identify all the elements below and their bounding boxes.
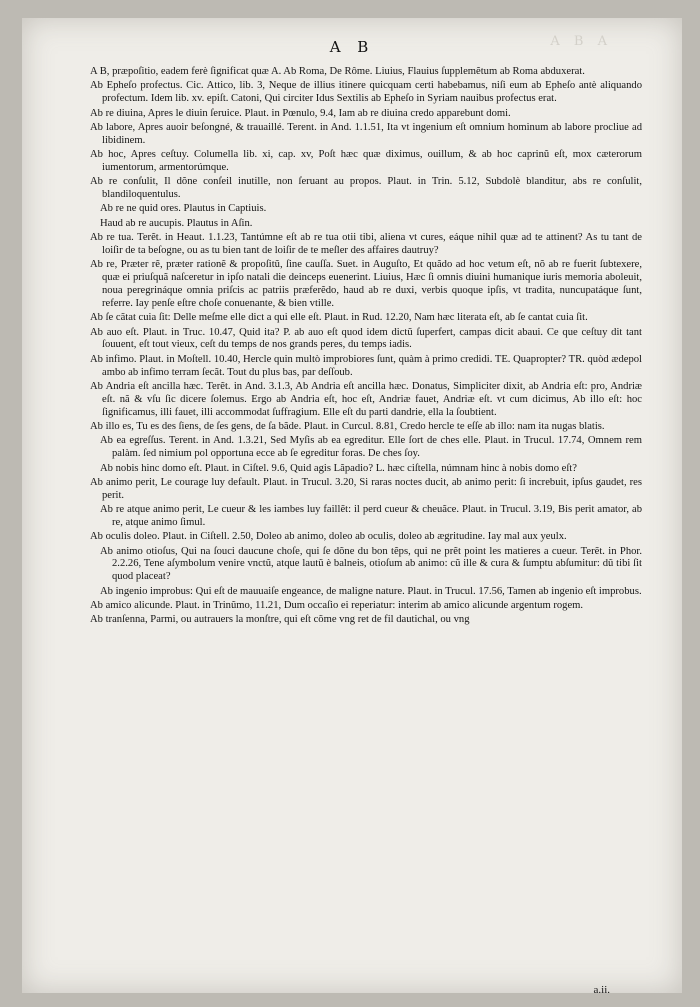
dictionary-entry: Ab animo perit, Le courage luy default. Plaut. in Trucul. 3.20, Si raras noctes ducit, ab animo perit: ſi increbuit, ipſus gaudet, res perit. xyxy=(90,476,642,501)
catchword: a.ii. xyxy=(593,984,610,996)
dictionary-entry: Ab auo eſt. Plaut. in Truc. 10.47, Quid ita? P. ab auo eſt quod idem dictũ ſuperfert, campas dicit abaui. Ce que ceſtuy dit tant ſouuent, eſt tout vieux, ceſt du temps de nos grands peres, du temps iadis. xyxy=(90,326,642,351)
dictionary-entry: Ab re atque animo perit, Le cueur & les iambes luy faillẽt: il perd cueur & cheuãce. Plaut. in Trucul. 3.19, Bis perit amator, ab re, atque animo ſimul. xyxy=(100,504,642,528)
dictionary-entry: Ab ea egreſſus. Terent. in And. 1.3.21, Sed Myſis ab ea egreditur. Elle ſort de ches elle. Plaut. in Trucul. 17.74, Omnem rem palàm. ſed nimium pol opportuna ecce ab ſe egreditur foras. De ches ſoy. xyxy=(100,435,642,460)
page-headword: A B xyxy=(329,38,375,56)
dictionary-entry: Ab ingenio improbus: Qui eſt de mauuaiſe engeance, de maligne nature. Plaut. in Trucul. 17.56, Tamen ab ingenio eſt improbus. xyxy=(100,585,642,597)
dictionary-entry: Ab ſe cãtat cuia ſit: Delle meſme elle dict a qui elle eſt. Plaut. in Rud. 12.20, Nam hæc literata eſt, ab ſe cantat cuia ſit. xyxy=(90,312,588,324)
dictionary-entry: Ab nobis hinc domo eſt. Plaut. in Ciſtel. 9.6, Quid agis Lãpadio? L. hæc ciſtella, númnam hinc à nobis domo eſt? xyxy=(100,462,577,474)
dictionary-entry: Ab infimo. Plaut. in Moſtell. 10.40, Hercle quin multò improbiores ſunt, quàm à primo credidi. TE. Quapropter? TR. quòd ædepol ambo ab infimo terram ſecãt. Tout du plus bas, par deſſoub. xyxy=(90,353,642,378)
dictionary-entry: Haud ab re aucupis. Plautus in Aſin. xyxy=(100,217,253,229)
dictionary-entry: Ab Epheſo profectus. Cic. Attico, lib. 3, Neque de illius itinere quicquam certi habebamus, niſi eum ab Epheſo antè aliquando profectum. Idem lib. xv. epiſt. Catoni, Qui circiter Idus Sextilis ab Epheſo in Syriam nauibus profectus erat. xyxy=(90,80,642,105)
dictionary-entry: Ab illo es, Tu es des ſiens, de ſes gens, de ſa bãde. Plaut. in Curcul. 8.81, Credo hercle te eſſe ab illo: nam ita nugas blatis. xyxy=(90,421,605,433)
dictionary-entry: Ab re, Præter rẽ, præter rationẽ & propoſitũ, ſine cauſſa. Suet. in Auguſto, Et quãdo ad hoc vetum eſt, nõ ab re fuerit ſubtexere, quæ ei priuſquã naſceretur in ipſo natali die deinceps euenerint. Liuius, Hæc ſi omnis diuini humanique iuris memoria aboleuit, noua peregrináque omnia priſcis ac patriis præferẽdo, haud ab re duxi, verbis quoque ipſis, vt tradita, nuncupatáque ſunt, referre. Iay penſe eſtre choſe conuenante, & bien vtille. xyxy=(90,259,642,309)
dictionary-entry: Ab hoc, Apres ceſtuy. Columella lib. xi, cap. xv, Poſt hæc quæ diximus, ouillum, & ab hoc caprinũ eſt, mox cæterorum iumentorum, armentorúmque. xyxy=(90,149,642,173)
dictionary-entry: Ab oculis doleo. Plaut. in Ciſtell. 2.50, Doleo ab animo, doleo ab oculis, doleo ab ægritudine. Iay mal aux yeulx. xyxy=(90,531,567,543)
dictionary-entries xyxy=(90,66,642,629)
dictionary-entry: Ab labore, Apres auoir beſongné, & trauaillé. Terent. in And. 1.1.51, Ita vt ingenium eſt omnium hominum ab labore procliue ad libidinem. xyxy=(90,121,642,146)
dictionary-entry: A B, præpoſitio, eadem ferè ſignificat quæ A. Ab Roma, De Rôme. Liuius, Flauius ſupplemẽtum ab Roma abduxerat. xyxy=(90,66,585,77)
dictionary-entry: Ab animo otioſus, Qui na ſouci daucune choſe, qui ſe dõne du bon tẽps, qui ne prẽt point les matieres a cueur. Terẽt. in Phor. 2.2.26, Tene aſymbolum venire vnctũ, atque lautũ è balneis, otioſum ab animo: cũ ille & cura & ſumptu abſumitur: dũ tibi ſit quod placeat? xyxy=(100,545,642,583)
book-page xyxy=(22,18,682,996)
dictionary-entry: Ab re tua. Terẽt. in Heaut. 1.1.23, Tantúmne eſt ab re tua otii tibi, aliena vt cures, eáque nihil quæ ad te attinent? As tu tant de loiſir de ta beſogne, ou as tu bien tant de loiſir de te meſler des affaires dautruy? xyxy=(90,232,642,256)
dictionary-entry: Ab amico alicunde. Plaut. in Trinũmo, 11.21, Dum occaſio ei reperiatur: interim ab amico alicunde argentum rogem. xyxy=(90,599,584,611)
show-through-text: A B A xyxy=(550,34,612,49)
dictionary-entry: Ab re conſulit, Il dõne conſeil inutille, non ſeruant au propos. Plaut. in Trin. 5.12, Subdolè blanditur, abs re conſulit, blandiloquentulus. xyxy=(90,176,642,201)
dictionary-entry: Ab Andria eſt ancilla hæc. Terẽt. in And. 3.1.3, Ab Andria eſt ancilla hæc. Donatus, Simpliciter dixit, ab Andria eſt: pro, Andriæ eſt. nã & vſu ſic dicere ſolemus. Ergo ab Andria eſt, hoc eſt, Andriæ fauet, Andriæ eſt. vt cum dicimus, Ab illo eſt: hoc ſignificamus, illi fauet, illi accommodat ſuffragium. Elle eſt du parti dandrie, ella la ſoubtient. xyxy=(90,380,642,418)
dictionary-entry: Ab re diuina, Apres le diuin ſeruice. Plaut. in Pœnulo, 9.4, Iam ab re diuina credo apparebunt domi. xyxy=(90,107,511,119)
dictionary-entry: Ab tranſenna, Parmi, ou autrauers la monſtre, qui eſt cõme vng ret de fil dautichal, ou vng xyxy=(90,614,470,626)
dictionary-entry: Ab re ne quid ores. Plautus in Captiuis. xyxy=(100,203,267,215)
